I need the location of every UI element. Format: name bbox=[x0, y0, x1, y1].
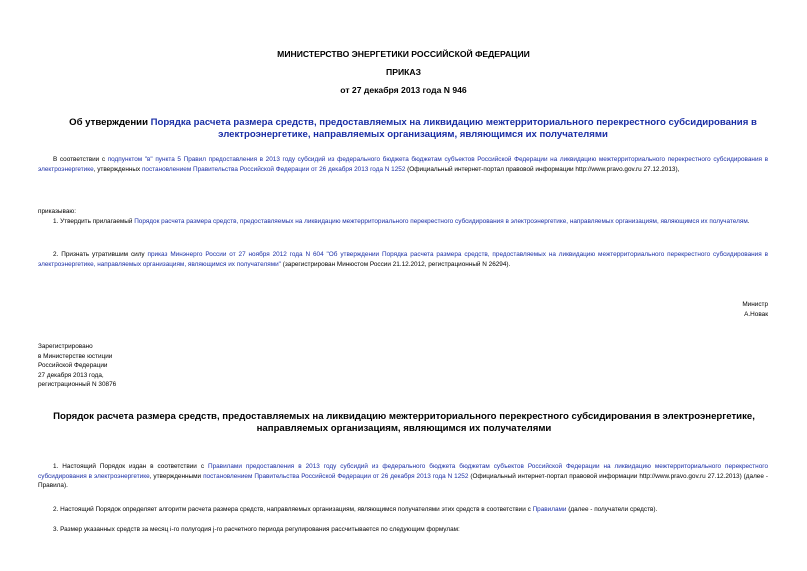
ministry-heading: МИНИСТЕРСТВО ЭНЕРГЕТИКИ РОССИЙСКОЙ ФЕДЕРАЦИИ bbox=[277, 49, 530, 59]
procedure-paragraph-3: 3. Размер указанных средств за месяц i-го полугодия j-го расчетного периода регулирования рассчитывается по следующим формулам: bbox=[53, 526, 460, 533]
doc-date-heading: от 27 декабря 2013 года N 946 bbox=[340, 85, 467, 95]
doc-type-heading: ПРИКАЗ bbox=[386, 67, 421, 77]
subject-prefix: Об утверждении bbox=[69, 117, 151, 128]
order-word: приказываю: bbox=[38, 208, 76, 215]
procedure-2-link-rules[interactable]: Правилами bbox=[532, 506, 567, 513]
signature-name: А.Новак bbox=[744, 311, 768, 318]
preamble-link-rules[interactable]: подпунктом "в" пункта 5 Правил предоставления в 2013 году субсидий из федерального бюджета бюджетам субъектов Российской Федерации на ликвидацию межтерриториального перекрестного субсидирования в электроэнергетике bbox=[38, 156, 768, 173]
procedure-paragraph-2: 2. Настоящий Порядок определяет алгоритм расчета размера средств, направляемых организациям, являющимся получателями этих средств в соответствии с Правилами (далее - получатели средств). bbox=[53, 506, 658, 513]
procedure-paragraph-1: 1. Настоящий Порядок издан в соответствии с Правилами предоставления в 2013 году субсидий из федерального бюджета бюджетам субъектов Российской Федерации на ликвидацию межтерриториального перекрестного субсидирования в электроэнергетике, утвержденными постановлением Правительства Российской Федерации от 26 декабря 2013 года N 1252 (Официальный интернет-портал правовой информации http://www.pravo.gov.ru 27.12.2013) (далее - Правила). bbox=[38, 463, 769, 490]
item-1-link[interactable]: Порядок расчета размера средств, предоставляемых на ликвидацию межтерриториального перекрестного субсидирования в электроэнергетике, направляемых организациям, являющимся их получателям bbox=[134, 218, 748, 225]
item-2-paragraph: 2. Признать утратившим силу приказ Минэнерго России от 27 ноября 2012 года N 604 "Об утверждении Порядка расчета размера средств, предоставляемых на ликвидацию межтерриториального перекрестного субсидирования в электроэнергетике, направляемых организациям, являющимся их получателями" (зарегистрирован Минюстом России 21.12.2012, регистрационный N 26294). bbox=[38, 251, 768, 268]
item-1-paragraph: 1. Утвердить прилагаемый Порядок расчета размера средств, предоставляемых на ликвидацию межтерриториального перекрестного субсидирования в электроэнергетике, направляемых организациям, являющимся их получателям. bbox=[53, 218, 750, 225]
preamble-paragraph: В соответствии с подпунктом "в" пункта 5 Правил предоставления в 2013 году субсидий из федерального бюджета бюджетам субъектов Российской Федерации на ликвидацию межтерриториального перекрестного субсидирования в электроэнергетике, утвержденных постановлением Правительства Российской Федерации от 26 декабря 2013 года N 1252 (Официальный интернет-портал правовой информации http://www.pravo.gov.ru 27.12.2013), bbox=[38, 156, 768, 173]
item-2-link[interactable]: приказ Минэнерго России от 27 ноября 2012 года N 604 "Об утверждении Порядка расчета размера средств, предоставляемых на ликвидацию межтерриториального перекрестного субсидирования в электроэнергетике, направляемых организациям, являющимся их получателями" bbox=[38, 251, 768, 268]
subject-link[interactable]: Порядка расчета размера средств, предоставляемых на ликвидацию межтерриториального перекрестного субсидирования в электроэнергетике, направляемых организациям, являющимся их получателями bbox=[150, 117, 757, 140]
registration-block: Зарегистрировано в Министерстве юстиции Российской Федерации 27 декабря 2013 года, регистрационный N 30876 bbox=[38, 343, 117, 389]
procedure-title: Порядок расчета размера средств, предоставляемых на ликвидацию межтерриториального перекрестного субсидирования в электроэнергетике, направляемых организациям, являющимся их получателями bbox=[53, 411, 755, 434]
procedure-1-link-resolution[interactable]: постановлением Правительства Российской Федерации от 26 декабря 2013 года N 1252 bbox=[203, 472, 469, 480]
preamble-link-resolution[interactable]: постановлением Правительства Российской Федерации от 26 декабря 2013 года N 1252 bbox=[141, 165, 406, 173]
subject-heading bbox=[54, 117, 772, 141]
procedure-1-link-rules[interactable]: Правилами предоставления в 2013 году субсидий из федерального бюджета бюджетам субъектов Российской Федерации на ликвидацию межтерриториального перекрестного субсидирования в электроэнергетике bbox=[38, 463, 768, 480]
signature-title: Министр bbox=[742, 301, 768, 308]
